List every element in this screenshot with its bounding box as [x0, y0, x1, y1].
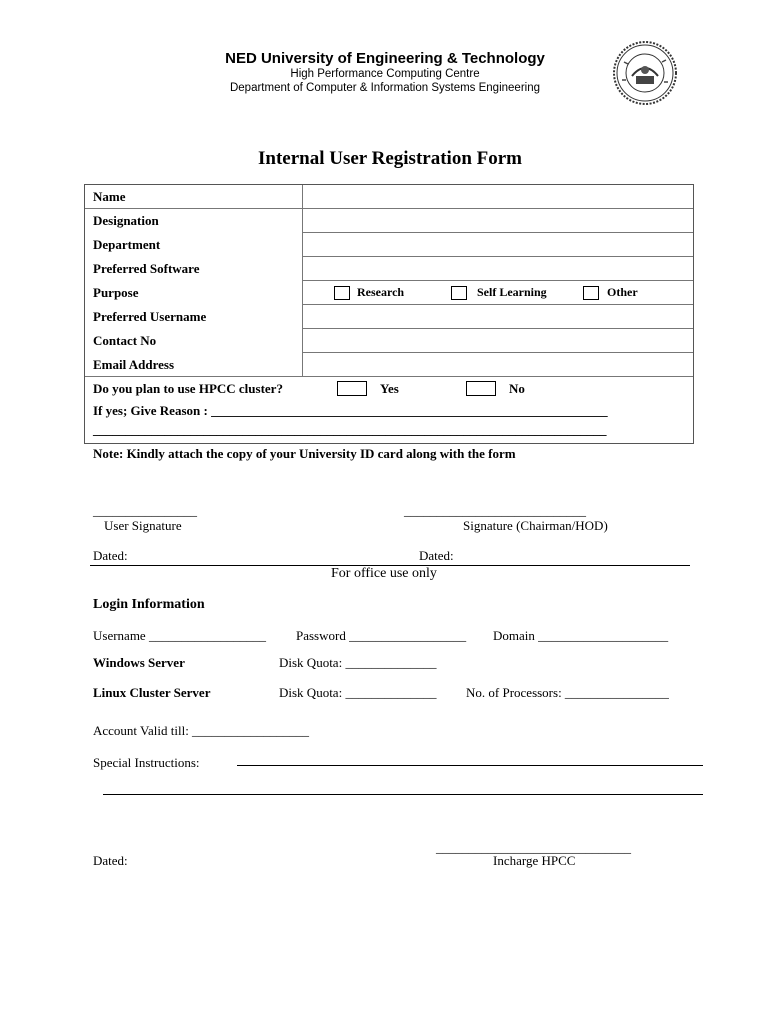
username-field[interactable]: Username __________________	[93, 628, 266, 643]
reason-line-2[interactable]: _______________________________________________________________________________	[93, 422, 607, 437]
department-label: Department	[93, 237, 161, 252]
email-label: Email Address	[93, 357, 175, 372]
special-instructions-line-2[interactable]	[103, 794, 703, 795]
row-reason	[85, 399, 693, 423]
other-option-label: Other	[607, 285, 638, 299]
hpcc-question-label: Do you plan to use HPCC cluster?	[93, 381, 283, 396]
dated-right-label: Dated:	[419, 548, 454, 563]
row-name	[85, 185, 693, 209]
preferred-username-label: Preferred Username	[93, 309, 207, 324]
centre-name: High Performance Computing Centre	[290, 68, 480, 80]
linux-disk-quota-field[interactable]: Disk Quota: ______________	[279, 685, 437, 700]
purpose-label: Purpose	[93, 285, 139, 300]
reason-line-1[interactable]: _____________________________________________________________	[211, 403, 608, 418]
no-option-label: No	[509, 381, 525, 396]
office-use-heading: For office use only	[331, 566, 437, 581]
windows-server-label: Windows Server	[93, 655, 185, 670]
preferred-software-label: Preferred Software	[93, 261, 200, 276]
row-department	[85, 233, 693, 257]
research-option-label: Research	[357, 285, 405, 299]
domain-field[interactable]: Domain ____________________	[493, 628, 669, 643]
windows-disk-quota-field[interactable]: Disk Quota: ______________	[279, 655, 437, 670]
contact-no-label: Contact No	[93, 333, 157, 348]
yes-option-label: Yes	[380, 381, 399, 396]
row-hpcc-question	[85, 377, 693, 401]
chairman-signature-label: Signature (Chairman/HOD)	[463, 518, 608, 533]
designation-label: Designation	[93, 213, 159, 228]
id-card-note: Note: Kindly attach the copy of your University ID card along with the form	[93, 446, 516, 461]
user-signature-line[interactable]: ________________	[93, 503, 197, 518]
name-label: Name	[93, 189, 126, 204]
other-checkbox[interactable]	[583, 286, 599, 300]
university-seal-logo	[612, 40, 678, 106]
chairman-signature-line[interactable]: ____________________________	[404, 503, 586, 518]
no-checkbox[interactable]	[466, 381, 496, 396]
password-field[interactable]: Password __________________	[296, 628, 467, 643]
office-dated-label: Dated:	[93, 853, 128, 868]
special-instructions-label: Special Instructions:	[93, 755, 200, 770]
row-preferred-username	[85, 305, 693, 329]
linux-server-label: Linux Cluster Server	[93, 685, 211, 700]
user-signature-label: User Signature	[104, 518, 182, 533]
row-preferred-software	[85, 257, 693, 281]
processors-field[interactable]: No. of Processors: ________________	[466, 685, 669, 700]
row-email	[85, 353, 693, 377]
yes-checkbox[interactable]	[337, 381, 367, 396]
department-name: Department of Computer & Information Systems Engineering	[229, 82, 540, 94]
dated-left-label: Dated:	[93, 548, 128, 563]
research-checkbox[interactable]	[334, 286, 350, 300]
row-contact-no	[85, 329, 693, 353]
self-learning-checkbox[interactable]	[451, 286, 467, 300]
row-purpose	[85, 281, 693, 305]
special-instructions-line-1[interactable]	[237, 765, 703, 766]
self-learning-option-label: Self Learning	[477, 285, 547, 299]
form-title: Internal User Registration Form	[257, 148, 522, 169]
university-name: NED University of Engineering & Technology	[225, 50, 545, 67]
login-info-title: Login Information	[93, 597, 205, 612]
account-valid-field[interactable]: Account Valid till: __________________	[93, 723, 310, 738]
registration-table	[84, 184, 694, 444]
incharge-signature-line[interactable]: ______________________________	[436, 840, 631, 855]
row-reason-continued	[85, 422, 693, 446]
row-designation	[85, 209, 693, 233]
incharge-label: Incharge HPCC	[493, 853, 576, 868]
reason-label: If yes; Give Reason : _____________________________________________________________	[93, 403, 608, 418]
